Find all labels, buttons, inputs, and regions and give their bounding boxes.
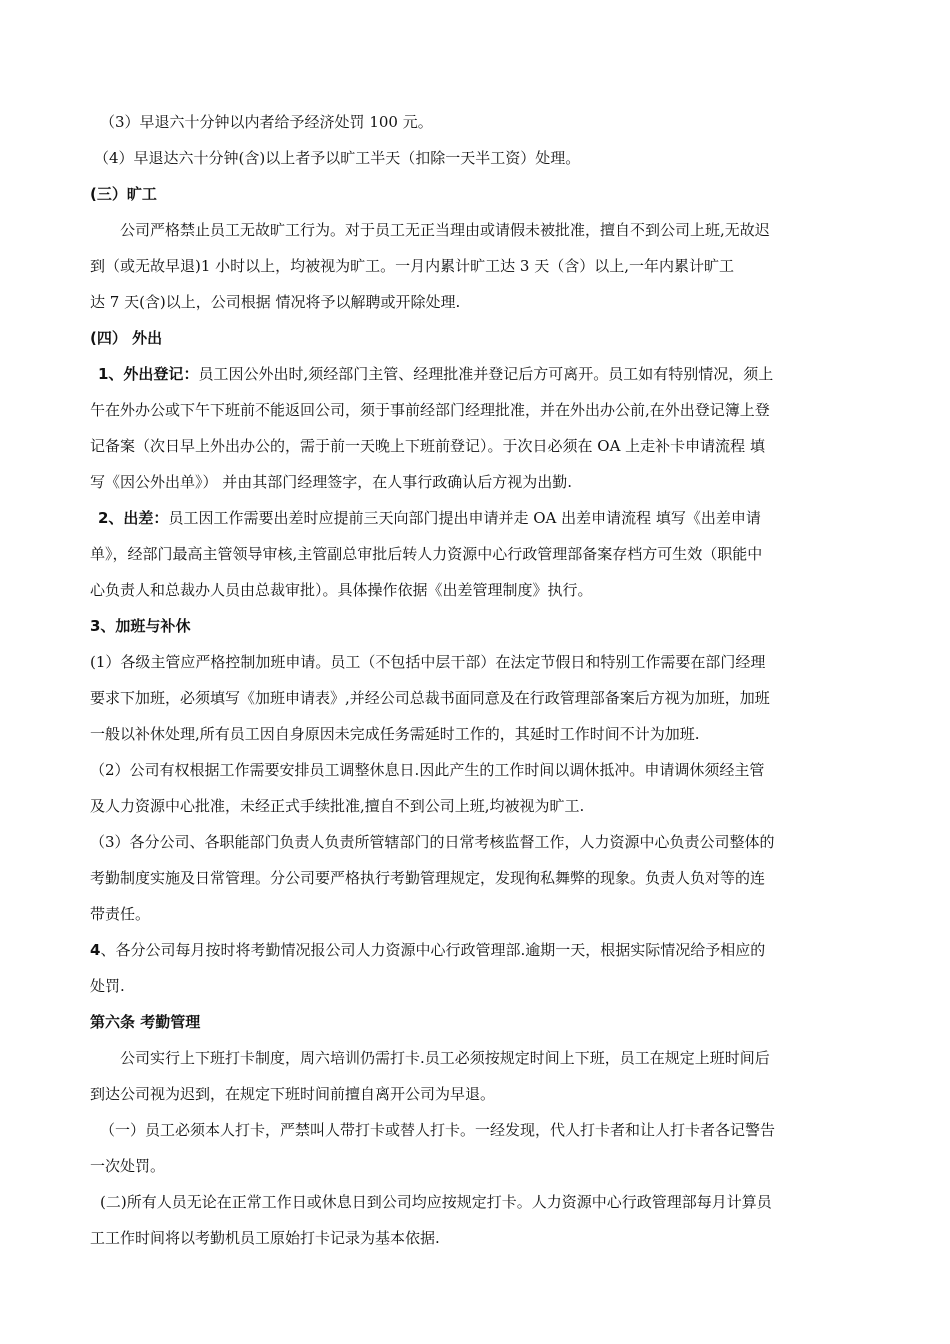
line-bold-prefix: 1、外出登记： (98, 365, 199, 383)
text-line: 到（或无故早退)1 小时以上，均被视为旷工。一月内累计旷工达 3 天（含）以上,一年内累计旷工 (90, 257, 735, 275)
text-line: 公司严格禁止员工无故旷工行为。对于员工无正当理由或请假未被批准，擅自不到公司上班,无故迟 (120, 221, 770, 239)
text-line: 及人力资源中心批准，未经正式手续批准,擅自不到公司上班,均被视为旷工. (90, 797, 585, 815)
text-line: 考勤制度实施及日常管理。分公司要严格执行考勤管理规定，发现徇私舞弊的现象。负责人负对等的连 (90, 869, 766, 887)
text-line: (二)所有人员无论在正常工作日或休息日到公司均应按规定打卡。人力资源中心行政管理部每月计算员 (100, 1193, 772, 1211)
text-line: 到达公司视为迟到，在规定下班时间前擅自离开公司为早退。 (90, 1085, 496, 1103)
section-heading: 3、加班与补休 (90, 617, 191, 635)
text-line: 工工作时间将以考勤机员工原始打卡记录为基本依据. (90, 1229, 440, 1247)
text-line: 达 7 天(含)以上，公司根据 情况将予以解聘或开除处理. (90, 293, 461, 311)
line-bold-prefix: 4 (90, 941, 101, 959)
text-line: 写《因公外出单》） 并由其部门经理签字，在人事行政确认后方视为出勤. (90, 473, 573, 491)
section-heading: (三）旷工 (90, 185, 157, 203)
text-line: （3）早退六十分钟以内者给予经济处罚 100 元。 (100, 113, 433, 131)
text-line: （3）各分公司、各职能部门负责人负责所管辖部门的日常考核监督工作，人力资源中心负责公司整体的 (90, 833, 775, 851)
line-text: 、各分公司每月按时将考勤情况报公司人力资源中心行政管理部.逾期一天，根据实际情况给予相应的 (100, 941, 766, 959)
text-line: 单》，经部门最高主管领导审核,主管副总审批后转人力资源中心行政管理部备案存档方可生效（职能中 (90, 545, 763, 563)
text-line: （一）员工必须本人打卡，严禁叫人带打卡或替人打卡。一经发现，代人打卡者和让人打卡者各记警告 (100, 1121, 776, 1139)
text-line (90, 932, 860, 968)
text-line: （2）公司有权根据工作需要安排员工调整休息日.因此产生的工作时间以调休抵冲。申请调休须经主管 (90, 761, 765, 779)
section-heading: 第六条 考勤管理 (90, 1013, 201, 1031)
text-line (90, 356, 860, 392)
line-bold-prefix: 2、出差： (98, 509, 169, 527)
text-line: (1）各级主管应严格控制加班申请。员工（不包括中层干部）在法定节假日和特别工作需要在部门经理 (90, 653, 766, 671)
text-line: 一次处罚。 (90, 1157, 166, 1175)
text-line: 心负责人和总裁办人员由总裁审批）。具体操作依据《出差管理制度》执行。 (90, 581, 593, 599)
text-line: 公司实行上下班打卡制度，周六培训仍需打卡.员工必须按规定时间上下班，员工在规定上班时间后 (120, 1049, 770, 1067)
text-line: 处罚. (90, 977, 125, 995)
text-line: 午在外办公或下午下班前不能返回公司，须于事前经部门经理批准，并在外出办公前,在外出登记簿上登 (90, 401, 770, 419)
text-line: 带责任。 (90, 905, 151, 923)
line-text: 员工因工作需要出差时应提前三天向部门提出申请并走 OA 出差申请流程 填写《出差申请 (168, 509, 761, 527)
text-line: （4）早退达六十分钟(含)以上者予以旷工半天（扣除一天半工资）处理。 (94, 149, 581, 167)
text-line: 要求下加班，必须填写《加班申请表》,并经公司总裁书面同意及在行政管理部备案后方视为加班，加班 (90, 689, 770, 707)
text-line (90, 500, 860, 536)
section-heading: (四） 外出 (90, 329, 163, 347)
text-line: 记备案（次日早上外出办公的，需于前一天晚上下班前登记）。于次日必须在 OA 上走补卡申请流程 填 (90, 437, 765, 455)
line-text: 员工因公外出时,须经部门主管、经理批准并登记后方可离开。员工如有特别情况，须上 (198, 365, 774, 383)
text-line: 一般以补休处理,所有员工因自身原因未完成任务需延时工作的，其延时工作时间不计为加班. (90, 725, 700, 743)
